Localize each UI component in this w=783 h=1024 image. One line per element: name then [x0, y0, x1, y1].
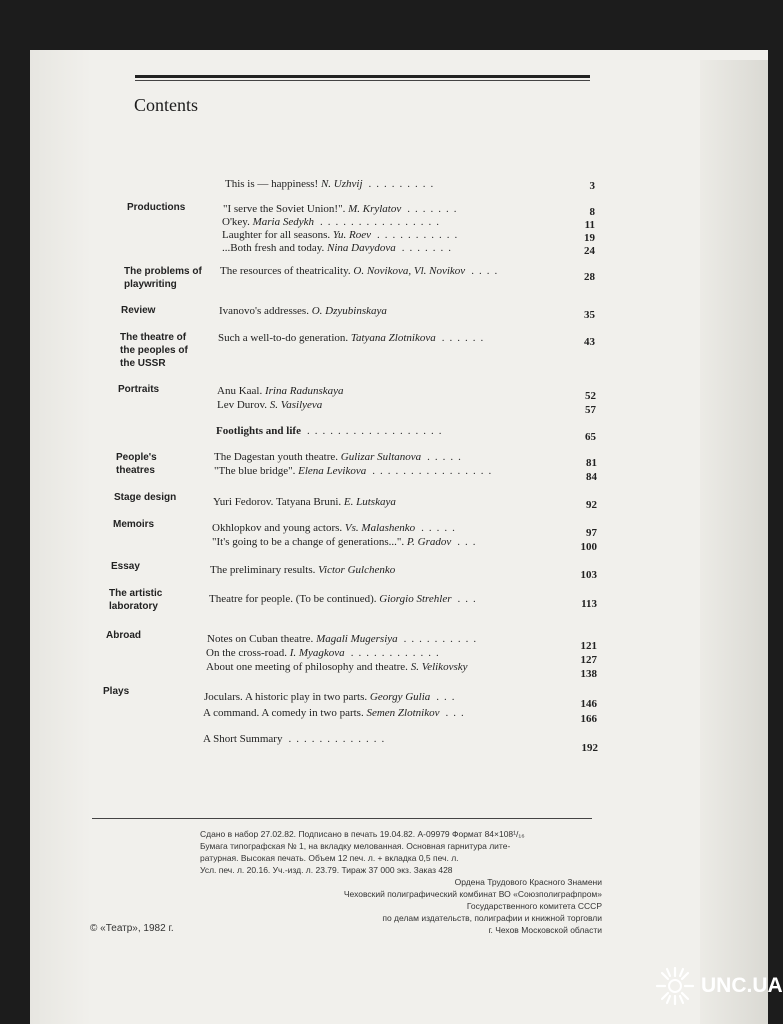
entry-page-number: 100 [580, 541, 597, 553]
entry-page-number: 92 [586, 499, 597, 511]
entry-title: Notes on Cuban theatre. [207, 633, 314, 645]
top-rule-thin [135, 80, 590, 81]
leader-dots: ..... [427, 451, 466, 463]
entry-title: Footlights and life [216, 425, 301, 437]
toc-entry [223, 203, 462, 216]
imprint-line: Чеховский полиграфический комбинат ВО «Союзполиграфпром» [343, 889, 602, 899]
toc-entry [203, 733, 389, 746]
imprint-rule [92, 818, 592, 819]
section-stage-design: Stage design [114, 492, 177, 503]
entry-author: Elena Levikova [298, 465, 367, 477]
entry-page-number: 166 [580, 713, 597, 725]
leader-dots: ... [445, 707, 469, 719]
leader-dots: ... [457, 536, 481, 548]
toc-entry [225, 178, 438, 191]
section-problems-of-playwriting: The problems of playwriting [124, 266, 202, 290]
entry-page-number: 3 [589, 180, 595, 192]
copyright-line: © «Театр», 1982 г. [90, 923, 174, 934]
entry-author: E. Lutskaya [343, 496, 396, 508]
toc-entry [212, 522, 460, 535]
entry-page-number: 84 [586, 471, 597, 483]
leader-dots: .... [471, 265, 503, 277]
toc-entry [216, 425, 446, 438]
entry-title: Ivanovo's addresses. [219, 305, 309, 317]
entry-page-number: 121 [580, 640, 597, 652]
entry-title: Okhlopkov and young actors. [212, 522, 343, 534]
toc-entry [214, 465, 496, 478]
entry-author: Gulizar Sultanova [340, 451, 422, 463]
entry-title: Anu Kaal. [217, 385, 263, 397]
entry-page-number: 43 [584, 336, 595, 348]
entry-title: ...Both fresh and today. [222, 242, 325, 254]
leader-dots: ............ [350, 647, 444, 659]
imprint-line: Ордена Трудового Красного Знамени [454, 877, 602, 887]
leader-dots: ... [457, 593, 481, 605]
toc-entry [222, 216, 444, 229]
toc-entry [217, 385, 343, 398]
leader-dots: .................. [306, 425, 447, 437]
watermark [655, 966, 783, 1006]
leader-dots: ....... [401, 242, 456, 254]
section-abroad: Abroad [106, 630, 141, 641]
toc-entry [206, 647, 444, 660]
entry-author: Georgy Gulia [369, 691, 431, 703]
toc-entry [209, 593, 481, 606]
entry-page-number: 11 [584, 219, 595, 231]
toc-entry [210, 564, 395, 577]
entry-author: I. Myagkova [289, 647, 345, 659]
section-portraits: Portraits [118, 384, 160, 395]
entry-author: P. Gradov [406, 536, 452, 548]
entry-author: Victor Gulchenko [318, 564, 396, 576]
entry-page-number: 8 [589, 206, 595, 218]
leader-dots: ...... [441, 332, 489, 344]
entry-title: The Dagestan youth theatre. [214, 451, 339, 463]
entry-author: Nina Davydova [327, 242, 396, 254]
toc-entry [207, 633, 481, 646]
entry-title: Laughter for all seasons. [222, 229, 331, 241]
leader-dots: ..... [421, 522, 460, 534]
entry-author: O. Dzyubinskaya [311, 305, 387, 317]
entry-title: The preliminary results. [210, 564, 316, 576]
entry-page-number: 127 [580, 654, 597, 666]
entry-page-number: 138 [580, 668, 597, 680]
leader-dots: ....... [407, 203, 462, 215]
entry-title: About one meeting of philosophy and theatre. [206, 661, 408, 673]
entry-author: Maria Sedykh [252, 216, 314, 228]
toc-entry [218, 332, 488, 345]
toc-entry [214, 451, 466, 464]
toc-entry [222, 229, 462, 242]
toc-entry [222, 242, 456, 255]
entry-title: "It's going to be a change of generations...". [212, 536, 405, 548]
watermark-text: UNC.UA [701, 974, 783, 997]
entry-author: Semen Zlotnikov [366, 707, 440, 719]
leader-dots: ............. [288, 733, 390, 745]
entry-author: O. Novikova, Vl. Novikov [353, 265, 466, 277]
entry-page-number: 81 [586, 457, 597, 469]
leader-dots: ................ [320, 216, 444, 228]
entry-page-number: 113 [581, 598, 597, 610]
section-peoples-theatres: People's theatres [116, 452, 157, 476]
leader-dots: ......... [368, 178, 439, 190]
imprint-line: по делам издательств, полиграфии и книжной торговли [382, 913, 602, 923]
entry-page-number: 28 [584, 271, 595, 283]
entry-title: Such a well-to-do generation. [218, 332, 349, 344]
toc-entry [206, 661, 468, 674]
entry-title: "The blue bridge". [214, 465, 296, 477]
entry-title: A Short Summary [203, 733, 283, 745]
toc-entry [213, 496, 396, 509]
entry-author: Irina Radunskaya [264, 385, 344, 397]
entry-title: "I serve the Soviet Union!". [223, 203, 346, 215]
section-productions: Productions [127, 202, 186, 213]
imprint-block [200, 828, 602, 936]
section-plays: Plays [103, 686, 130, 697]
entry-page-number: 57 [585, 404, 596, 416]
entry-title: The resources of theatricality. [220, 265, 351, 277]
top-rule [135, 75, 590, 78]
entry-page-number: 65 [585, 431, 596, 443]
entry-page-number: 97 [586, 527, 597, 539]
entry-title: On the cross-road. [206, 647, 287, 659]
entry-page-number: 24 [584, 245, 595, 257]
entry-page-number: 146 [580, 698, 597, 710]
entry-page-number: 192 [581, 742, 598, 754]
toc-entry [219, 305, 387, 318]
toc-entry [220, 265, 502, 278]
section-essay: Essay [111, 561, 140, 572]
entry-page-number: 35 [584, 309, 595, 321]
contents-title: Contents [134, 95, 199, 115]
entry-title: Lev Durov. [217, 399, 267, 411]
imprint-line: Сдано в набор 27.02.82. Подписано в печать 19.04.82. А-09979 Формат 84×108¹/₁₆ [200, 829, 525, 839]
entry-title: A command. A comedy in two parts. [203, 707, 364, 719]
entry-author: Magali Mugersiya [316, 633, 398, 645]
entry-author: N. Uzhvij [320, 178, 363, 190]
entry-title: Theatre for people. (To be continued). [209, 593, 377, 605]
toc-entry [203, 707, 469, 720]
entry-title: Yuri Fedorov. Tatyana Bruni. [213, 496, 342, 508]
watermark-logo-icon [655, 966, 695, 1006]
entry-author: Vs. Malashenko [344, 522, 416, 534]
leader-dots: ........... [376, 229, 463, 241]
entry-title: O'key. [222, 216, 250, 228]
section-review: Review [121, 305, 156, 316]
entry-page-number: 103 [580, 569, 597, 581]
page-left-shade [30, 50, 92, 1024]
toc-entry [212, 536, 481, 549]
section-theatre-of-peoples: The theatre of the peoples of the USSR [120, 332, 188, 369]
leader-dots: .......... [403, 633, 482, 645]
section-artistic-laboratory: The artistic laboratory [109, 588, 163, 612]
toc-entry [204, 691, 460, 704]
entry-title: This is — happiness! [225, 178, 319, 190]
imprint-line: Государственного комитета СССР [466, 901, 602, 911]
section-memoirs: Memoirs [113, 519, 155, 530]
entry-author: Yu. Roev [332, 229, 371, 241]
entry-page-number: 19 [584, 232, 595, 244]
page-right-curl [700, 60, 768, 1024]
toc-entry [217, 399, 322, 412]
imprint-line: Бумага типографская № 1, на вкладку мелованная. Основная гарнитура лите- [200, 841, 511, 851]
leader-dots: ... [436, 691, 460, 703]
entry-author: S. Velikovsky [410, 661, 468, 673]
entry-author: Tatyana Zlotnikova [350, 332, 436, 344]
entry-title: Joculars. A historic play in two parts. [204, 691, 368, 703]
entry-page-number: 52 [585, 390, 596, 402]
imprint-line: ратурная. Высокая печать. Объем 12 печ. л. + вкладка 0,5 печ. л. [200, 853, 459, 863]
entry-author: Giorgio Strehler [379, 593, 452, 605]
entry-author: S. Vasilyeva [269, 399, 323, 411]
imprint-line: Усл. печ. л. 20.16. Уч.-изд. л. 23.79. Тираж 37 000 экз. Заказ 428 [200, 865, 453, 875]
leader-dots: ................ [372, 465, 497, 477]
entry-author: M. Krylatov [348, 203, 402, 215]
imprint-line: г. Чехов Московской области [488, 925, 602, 935]
